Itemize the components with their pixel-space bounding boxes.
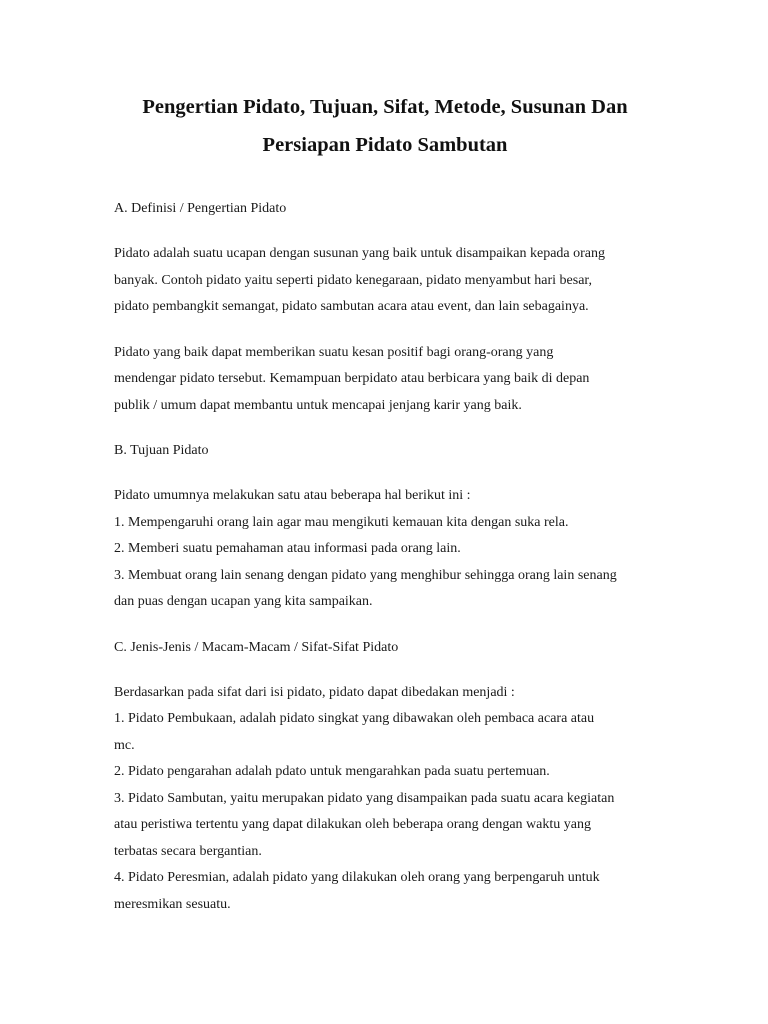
- text-line: Pidato adalah suatu ucapan dengan susunan yang baik untuk disampaikan kepada orang: [114, 246, 606, 261]
- document-title: [114, 88, 656, 164]
- list-item: 2. Pidato pengarahan adalah pdato untuk mengarahkan pada suatu pertemuan.: [114, 764, 550, 779]
- list-item: 4. Pidato Peresmian, adalah pidato yang dilakukan oleh orang yang berpengaruh untuk: [114, 870, 600, 885]
- list-item-continuation: atau peristiwa tertentu yang dapat dilakukan oleh beberapa orang dengan waktu yang: [114, 817, 591, 832]
- title-line: Persiapan Pidato Sambutan: [262, 134, 508, 156]
- section-heading: B. Tujuan Pidato: [114, 443, 209, 458]
- section-heading: C. Jenis-Jenis / Macam-Macam / Sifat-Sifat Pidato: [114, 639, 399, 655]
- text-line: mendengar pidato tersebut. Kemampuan berpidato atau berbicara yang baik di depan: [114, 371, 590, 386]
- text-line: pidato pembangkit semangat, pidato sambutan acara atau event, dan lain sebagainya.: [114, 299, 589, 314]
- list-item-continuation: dan puas dengan ucapan yang kita sampaikan.: [114, 594, 373, 609]
- text-line: Pidato yang baik dapat memberikan suatu kesan positif bagi orang-orang yang: [114, 344, 554, 360]
- list-item: 3. Membuat orang lain senang dengan pidato yang menghibur sehingga orang lain senang: [114, 567, 617, 583]
- section-types: [114, 635, 656, 919]
- list-item: 2. Memberi suatu pemahaman atau informasi pada orang lain.: [114, 541, 461, 556]
- title-line: Pengertian Pidato, Tujuan, Sifat, Metode, Susunan Dan: [142, 96, 628, 118]
- paragraph: [114, 340, 656, 420]
- list-item-continuation: meresmikan sesuatu.: [114, 896, 231, 912]
- list-item-continuation: terbatas secara bergantian.: [114, 843, 262, 859]
- section-heading: A. Definisi / Pengertian Pidato: [114, 201, 287, 216]
- section-definition: [114, 196, 656, 419]
- text-line: publik / umum dapat membantu untuk mencapai jenjang karir yang baik.: [114, 397, 522, 413]
- paragraph: [114, 680, 656, 919]
- list-item: 1. Mempengaruhi orang lain agar mau mengikuti kemauan kita dengan suka rela.: [114, 514, 569, 530]
- list-intro: Pidato umumnya melakukan satu atau beberapa hal berikut ini :: [114, 488, 471, 503]
- list-item: 3. Pidato Sambutan, yaitu merupakan pidato yang disampaikan pada suatu acara kegiatan: [114, 790, 615, 806]
- list-item: 1. Pidato Pembukaan, adalah pidato singkat yang dibawakan oleh pembaca acara atau: [114, 711, 595, 726]
- paragraph: [114, 483, 656, 616]
- paragraph: [114, 241, 656, 321]
- section-purpose: [114, 438, 656, 616]
- text-line: banyak. Contoh pidato yaitu seperti pidato kenegaraan, pidato menyambut hari besar,: [114, 272, 593, 288]
- list-item-continuation: mc.: [114, 737, 135, 753]
- list-intro: Berdasarkan pada sifat dari isi pidato, pidato dapat dibedakan menjadi :: [114, 684, 515, 700]
